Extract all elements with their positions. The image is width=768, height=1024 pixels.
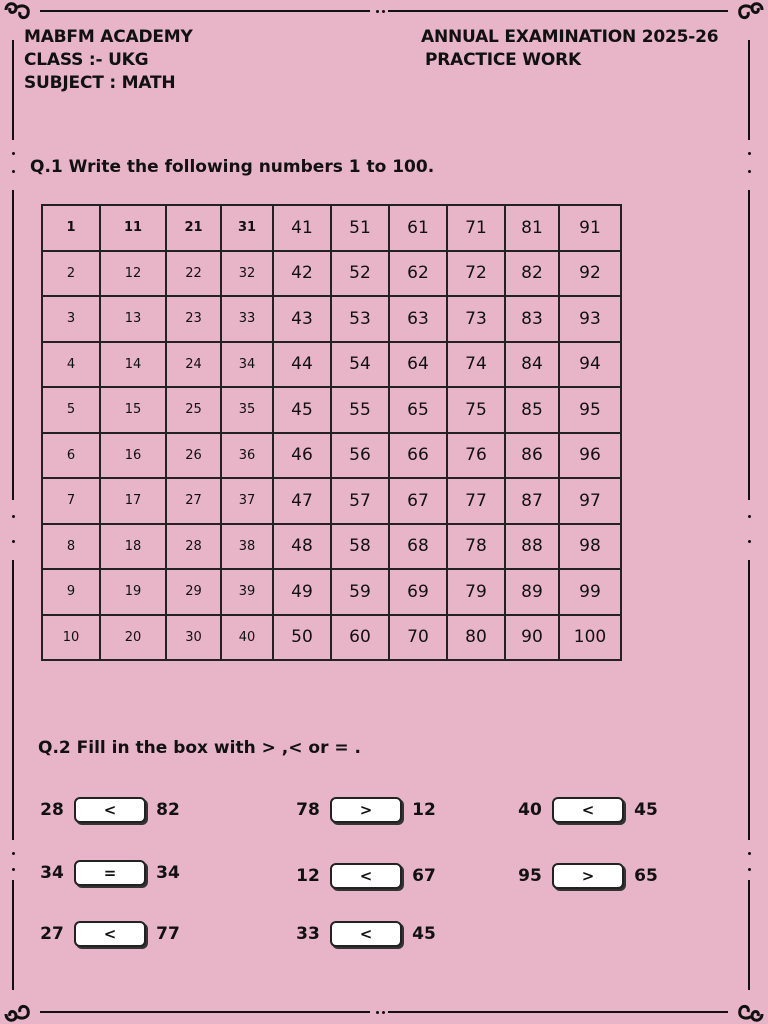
- grid-cell: 31: [221, 205, 273, 251]
- left-number: 33: [296, 924, 320, 944]
- grid-cell: 55: [331, 387, 389, 433]
- answer-box[interactable]: <: [74, 921, 146, 947]
- grid-cell: 39: [221, 569, 273, 615]
- grid-cell: 46: [273, 433, 331, 479]
- grid-row: [42, 615, 621, 661]
- comparison-item: [292, 921, 440, 947]
- corner-ornament-icon: [2, 990, 36, 1024]
- grid-cell: 20: [100, 615, 166, 661]
- exam-title: ANNUAL EXAMINATION 2025-26: [421, 27, 719, 47]
- grid-cell: 56: [331, 433, 389, 479]
- grid-cell: 95: [559, 387, 621, 433]
- grid-cell: 38: [221, 524, 273, 570]
- number-grid: [41, 204, 622, 661]
- grid-cell: 28: [166, 524, 221, 570]
- grid-cell: 76: [447, 433, 505, 479]
- grid-cell: 36: [221, 433, 273, 479]
- grid-cell: 67: [389, 478, 447, 524]
- grid-cell: 29: [166, 569, 221, 615]
- grid-cell: 59: [331, 569, 389, 615]
- grid-cell: 85: [505, 387, 559, 433]
- grid-cell: 92: [559, 251, 621, 297]
- answer-box[interactable]: =: [74, 860, 146, 886]
- grid-cell: 4: [42, 342, 100, 388]
- corner-ornament-icon: [732, 0, 766, 34]
- grid-cell: 73: [447, 296, 505, 342]
- grid-cell: 91: [559, 205, 621, 251]
- comparison-item: [36, 860, 184, 886]
- grid-cell: 83: [505, 296, 559, 342]
- grid-cell: 88: [505, 524, 559, 570]
- class-label: CLASS :- UKG: [24, 50, 149, 70]
- grid-cell: 72: [447, 251, 505, 297]
- comparison-item: [36, 797, 184, 823]
- grid-cell: 12: [100, 251, 166, 297]
- practice-work-label: PRACTICE WORK: [425, 50, 581, 70]
- grid-cell: 30: [166, 615, 221, 661]
- grid-cell: 77: [447, 478, 505, 524]
- grid-cell: 51: [331, 205, 389, 251]
- grid-row: [42, 342, 621, 388]
- grid-cell: 69: [389, 569, 447, 615]
- grid-cell: 33: [221, 296, 273, 342]
- grid-cell: 45: [273, 387, 331, 433]
- question-1-title: Q.1 Write the following numbers 1 to 100.: [30, 157, 435, 177]
- left-number: 95: [518, 866, 542, 886]
- grid-cell: 68: [389, 524, 447, 570]
- grid-cell: 6: [42, 433, 100, 479]
- grid-cell: 99: [559, 569, 621, 615]
- grid-cell: 86: [505, 433, 559, 479]
- grid-cell: 64: [389, 342, 447, 388]
- header-right: [421, 26, 718, 72]
- grid-row: [42, 251, 621, 297]
- right-number: 45: [412, 924, 436, 944]
- grid-cell: 24: [166, 342, 221, 388]
- subject-label: SUBJECT : MATH: [24, 73, 176, 93]
- grid-cell: 19: [100, 569, 166, 615]
- grid-cell: 43: [273, 296, 331, 342]
- right-number: 65: [634, 866, 658, 886]
- comparison-item: [514, 863, 662, 889]
- left-number: 27: [40, 924, 64, 944]
- grid-cell: 41: [273, 205, 331, 251]
- right-number: 67: [412, 866, 436, 886]
- grid-cell: 3: [42, 296, 100, 342]
- grid-cell: 17: [100, 478, 166, 524]
- grid-cell: 16: [100, 433, 166, 479]
- grid-cell: 5: [42, 387, 100, 433]
- grid-cell: 93: [559, 296, 621, 342]
- grid-cell: 61: [389, 205, 447, 251]
- grid-cell: 98: [559, 524, 621, 570]
- grid-cell: 80: [447, 615, 505, 661]
- grid-cell: 8: [42, 524, 100, 570]
- school-name: MABFM ACADEMY: [24, 27, 193, 47]
- grid-cell: 11: [100, 205, 166, 251]
- grid-cell: 74: [447, 342, 505, 388]
- comparison-item: [292, 797, 440, 823]
- grid-cell: 82: [505, 251, 559, 297]
- comparison-item: [292, 863, 440, 889]
- header-left: [24, 26, 193, 95]
- grid-cell: 75: [447, 387, 505, 433]
- grid-cell: 48: [273, 524, 331, 570]
- left-number: 34: [40, 863, 64, 883]
- grid-cell: 53: [331, 296, 389, 342]
- grid-cell: 47: [273, 478, 331, 524]
- grid-row: [42, 478, 621, 524]
- grid-cell: 71: [447, 205, 505, 251]
- grid-cell: 44: [273, 342, 331, 388]
- grid-cell: 50: [273, 615, 331, 661]
- grid-cell: 34: [221, 342, 273, 388]
- grid-cell: 18: [100, 524, 166, 570]
- grid-cell: 62: [389, 251, 447, 297]
- grid-cell: 49: [273, 569, 331, 615]
- left-number: 78: [296, 800, 320, 820]
- left-number: 40: [518, 800, 542, 820]
- grid-cell: 94: [559, 342, 621, 388]
- grid-cell: 1: [42, 205, 100, 251]
- grid-cell: 9: [42, 569, 100, 615]
- grid-cell: 27: [166, 478, 221, 524]
- grid-cell: 78: [447, 524, 505, 570]
- grid-cell: 2: [42, 251, 100, 297]
- left-number: 28: [40, 800, 64, 820]
- question-2-title: Q.2 Fill in the box with > ,< or = .: [38, 738, 361, 758]
- comparison-item: [36, 921, 184, 947]
- grid-cell: 87: [505, 478, 559, 524]
- grid-cell: 32: [221, 251, 273, 297]
- grid-cell: 22: [166, 251, 221, 297]
- grid-row: [42, 205, 621, 251]
- right-number: 82: [156, 800, 180, 820]
- answer-box[interactable]: <: [552, 797, 624, 823]
- grid-cell: 15: [100, 387, 166, 433]
- grid-cell: 90: [505, 615, 559, 661]
- right-number: 77: [156, 924, 180, 944]
- grid-cell: 60: [331, 615, 389, 661]
- grid-cell: 7: [42, 478, 100, 524]
- right-number: 34: [156, 863, 180, 883]
- grid-cell: 70: [389, 615, 447, 661]
- corner-ornament-icon: [732, 990, 766, 1024]
- grid-cell: 26: [166, 433, 221, 479]
- grid-cell: 63: [389, 296, 447, 342]
- grid-cell: 58: [331, 524, 389, 570]
- right-number: 45: [634, 800, 658, 820]
- grid-cell: 100: [559, 615, 621, 661]
- grid-cell: 42: [273, 251, 331, 297]
- grid-cell: 35: [221, 387, 273, 433]
- grid-cell: 89: [505, 569, 559, 615]
- grid-cell: 57: [331, 478, 389, 524]
- grid-cell: 25: [166, 387, 221, 433]
- grid-row: [42, 433, 621, 479]
- answer-box[interactable]: <: [74, 797, 146, 823]
- grid-cell: 14: [100, 342, 166, 388]
- answer-box[interactable]: >: [552, 863, 624, 889]
- answer-box[interactable]: >: [330, 797, 402, 823]
- grid-cell: 13: [100, 296, 166, 342]
- comparison-item: [514, 797, 662, 823]
- grid-cell: 65: [389, 387, 447, 433]
- grid-row: [42, 387, 621, 433]
- grid-cell: 10: [42, 615, 100, 661]
- left-number: 12: [296, 866, 320, 886]
- grid-cell: 79: [447, 569, 505, 615]
- grid-cell: 81: [505, 205, 559, 251]
- grid-cell: 84: [505, 342, 559, 388]
- grid-cell: 37: [221, 478, 273, 524]
- grid-cell: 97: [559, 478, 621, 524]
- answer-box[interactable]: <: [330, 921, 402, 947]
- grid-cell: 66: [389, 433, 447, 479]
- grid-cell: 96: [559, 433, 621, 479]
- grid-cell: 40: [221, 615, 273, 661]
- grid-cell: 21: [166, 205, 221, 251]
- grid-cell: 52: [331, 251, 389, 297]
- answer-box[interactable]: <: [330, 863, 402, 889]
- grid-cell: 23: [166, 296, 221, 342]
- grid-row: [42, 296, 621, 342]
- grid-row: [42, 569, 621, 615]
- right-number: 12: [412, 800, 436, 820]
- grid-row: [42, 524, 621, 570]
- grid-cell: 54: [331, 342, 389, 388]
